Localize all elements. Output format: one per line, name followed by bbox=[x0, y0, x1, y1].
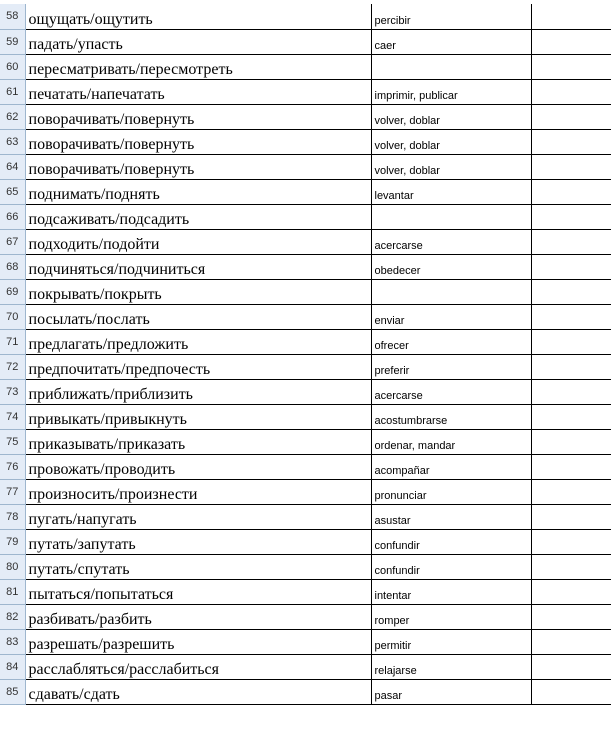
verb-cell[interactable]: путать/спутать bbox=[25, 554, 371, 579]
table-row bbox=[0, 554, 611, 579]
table-row bbox=[0, 404, 611, 429]
empty-cell[interactable] bbox=[531, 229, 611, 254]
table-row bbox=[0, 29, 611, 54]
row-header[interactable]: 81 bbox=[0, 579, 25, 604]
table-row bbox=[0, 529, 611, 554]
table-row bbox=[0, 629, 611, 654]
translation-cell[interactable]: percibir bbox=[371, 4, 531, 29]
table-row bbox=[0, 79, 611, 104]
row-header[interactable]: 64 bbox=[0, 154, 25, 179]
table-row bbox=[0, 354, 611, 379]
table-row bbox=[0, 229, 611, 254]
table-row bbox=[0, 454, 611, 479]
verb-cell[interactable]: предпочитать/предпочесть bbox=[25, 354, 371, 379]
translation-cell[interactable] bbox=[371, 54, 531, 79]
row-header[interactable]: 83 bbox=[0, 629, 25, 654]
verb-cell[interactable]: произносить/произнести bbox=[25, 479, 371, 504]
verb-cell[interactable]: сдавать/сдать bbox=[25, 679, 371, 704]
empty-cell[interactable] bbox=[531, 104, 611, 129]
verb-cell[interactable]: поворачивать/повернуть bbox=[25, 104, 371, 129]
empty-cell[interactable] bbox=[531, 329, 611, 354]
empty-cell[interactable] bbox=[531, 529, 611, 554]
table-row bbox=[0, 329, 611, 354]
translation-cell[interactable]: relajarse bbox=[371, 654, 531, 679]
empty-cell[interactable] bbox=[531, 204, 611, 229]
row-header[interactable]: 77 bbox=[0, 479, 25, 504]
translation-cell[interactable]: confundir bbox=[371, 554, 531, 579]
table-row bbox=[0, 504, 611, 529]
row-header[interactable]: 73 bbox=[0, 379, 25, 404]
verb-cell[interactable]: ощущать/ощутить bbox=[25, 4, 371, 29]
translation-cell[interactable]: confundir bbox=[371, 529, 531, 554]
row-header[interactable]: 67 bbox=[0, 229, 25, 254]
verb-cell[interactable]: поднимать/поднять bbox=[25, 179, 371, 204]
verb-cell[interactable]: подчиняться/подчиниться bbox=[25, 254, 371, 279]
table-row bbox=[0, 129, 611, 154]
verb-cell[interactable]: путать/запутать bbox=[25, 529, 371, 554]
row-header[interactable]: 62 bbox=[0, 104, 25, 129]
table-row bbox=[0, 654, 611, 679]
empty-cell[interactable] bbox=[531, 479, 611, 504]
translation-cell[interactable]: enviar bbox=[371, 304, 531, 329]
translation-cell[interactable]: imprimir, publicar bbox=[371, 79, 531, 104]
empty-cell[interactable] bbox=[531, 254, 611, 279]
verb-cell[interactable]: пытаться/попытаться bbox=[25, 579, 371, 604]
table-row bbox=[0, 304, 611, 329]
empty-cell[interactable] bbox=[531, 454, 611, 479]
table-row bbox=[0, 479, 611, 504]
translation-cell[interactable]: pronunciar bbox=[371, 479, 531, 504]
table-row bbox=[0, 279, 611, 304]
verb-cell[interactable]: приказывать/приказать bbox=[25, 429, 371, 454]
table-row bbox=[0, 179, 611, 204]
verb-cell[interactable]: приближать/приблизить bbox=[25, 379, 371, 404]
row-header[interactable]: 84 bbox=[0, 654, 25, 679]
empty-cell[interactable] bbox=[531, 354, 611, 379]
verb-cell[interactable]: предлагать/предложить bbox=[25, 329, 371, 354]
empty-cell[interactable] bbox=[531, 4, 611, 29]
translation-cell[interactable]: volver, doblar bbox=[371, 154, 531, 179]
table-row bbox=[0, 579, 611, 604]
verb-cell[interactable]: посылать/послать bbox=[25, 304, 371, 329]
verb-cell[interactable]: печатать/напечатать bbox=[25, 79, 371, 104]
row-header[interactable]: 59 bbox=[0, 29, 25, 54]
table-row bbox=[0, 4, 611, 29]
verb-cell[interactable]: покрывать/покрыть bbox=[25, 279, 371, 304]
empty-cell[interactable] bbox=[531, 579, 611, 604]
empty-cell[interactable] bbox=[531, 554, 611, 579]
verb-cell[interactable]: расслабляться/расслабиться bbox=[25, 654, 371, 679]
translation-cell[interactable]: romper bbox=[371, 604, 531, 629]
translation-cell[interactable]: levantar bbox=[371, 179, 531, 204]
verb-cell[interactable]: провожать/проводить bbox=[25, 454, 371, 479]
row-header[interactable]: 70 bbox=[0, 304, 25, 329]
verb-cell[interactable]: пересматривать/пересмотреть bbox=[25, 54, 371, 79]
row-header[interactable]: 65 bbox=[0, 179, 25, 204]
translation-cell[interactable]: ordenar, mandar bbox=[371, 429, 531, 454]
translation-cell[interactable]: ofrecer bbox=[371, 329, 531, 354]
empty-cell[interactable] bbox=[531, 179, 611, 204]
empty-cell[interactable] bbox=[531, 679, 611, 704]
row-header[interactable]: 82 bbox=[0, 604, 25, 629]
verb-cell[interactable]: поворачивать/повернуть bbox=[25, 154, 371, 179]
translation-cell[interactable]: intentar bbox=[371, 579, 531, 604]
verb-table bbox=[0, 4, 611, 705]
row-header[interactable]: 80 bbox=[0, 554, 25, 579]
table-row bbox=[0, 604, 611, 629]
verb-table-body bbox=[0, 4, 611, 704]
table-row bbox=[0, 104, 611, 129]
table-row bbox=[0, 154, 611, 179]
empty-cell[interactable] bbox=[531, 54, 611, 79]
empty-cell[interactable] bbox=[531, 304, 611, 329]
table-row bbox=[0, 679, 611, 704]
translation-cell[interactable]: asustar bbox=[371, 504, 531, 529]
row-header[interactable]: 63 bbox=[0, 129, 25, 154]
verb-cell[interactable]: пугать/напугать bbox=[25, 504, 371, 529]
verb-cell[interactable]: падать/упасть bbox=[25, 29, 371, 54]
translation-cell[interactable]: permitir bbox=[371, 629, 531, 654]
empty-cell[interactable] bbox=[531, 604, 611, 629]
row-header[interactable]: 85 bbox=[0, 679, 25, 704]
empty-cell[interactable] bbox=[531, 129, 611, 154]
translation-cell[interactable]: preferir bbox=[371, 354, 531, 379]
empty-cell[interactable] bbox=[531, 654, 611, 679]
table-row bbox=[0, 54, 611, 79]
translation-cell[interactable] bbox=[371, 204, 531, 229]
empty-cell[interactable] bbox=[531, 279, 611, 304]
empty-cell[interactable] bbox=[531, 629, 611, 654]
row-header[interactable]: 58 bbox=[0, 4, 25, 29]
translation-cell[interactable]: obedecer bbox=[371, 254, 531, 279]
row-header[interactable]: 75 bbox=[0, 429, 25, 454]
row-header[interactable]: 68 bbox=[0, 254, 25, 279]
translation-cell[interactable]: acercarse bbox=[371, 229, 531, 254]
row-header[interactable]: 69 bbox=[0, 279, 25, 304]
verb-cell[interactable]: подсаживать/подсадить bbox=[25, 204, 371, 229]
table-row bbox=[0, 379, 611, 404]
translation-cell[interactable] bbox=[371, 279, 531, 304]
empty-cell[interactable] bbox=[531, 504, 611, 529]
row-header[interactable]: 66 bbox=[0, 204, 25, 229]
verb-cell[interactable]: поворачивать/повернуть bbox=[25, 129, 371, 154]
row-header[interactable]: 72 bbox=[0, 354, 25, 379]
table-row bbox=[0, 204, 611, 229]
translation-cell[interactable]: acompañar bbox=[371, 454, 531, 479]
empty-cell[interactable] bbox=[531, 79, 611, 104]
translation-cell[interactable]: volver, doblar bbox=[371, 104, 531, 129]
table-row bbox=[0, 429, 611, 454]
row-header[interactable]: 71 bbox=[0, 329, 25, 354]
empty-cell[interactable] bbox=[531, 29, 611, 54]
empty-cell[interactable] bbox=[531, 404, 611, 429]
translation-cell[interactable]: caer bbox=[371, 29, 531, 54]
row-header[interactable]: 76 bbox=[0, 454, 25, 479]
empty-cell[interactable] bbox=[531, 379, 611, 404]
empty-cell[interactable] bbox=[531, 429, 611, 454]
translation-cell[interactable]: volver, doblar bbox=[371, 129, 531, 154]
row-header[interactable]: 78 bbox=[0, 504, 25, 529]
empty-cell[interactable] bbox=[531, 154, 611, 179]
row-header[interactable]: 61 bbox=[0, 79, 25, 104]
row-header[interactable]: 60 bbox=[0, 54, 25, 79]
verb-cell[interactable]: подходить/подойти bbox=[25, 229, 371, 254]
table-row bbox=[0, 254, 611, 279]
verb-cell[interactable]: привыкать/привыкнуть bbox=[25, 404, 371, 429]
verb-cell[interactable]: разбивать/разбить bbox=[25, 604, 371, 629]
verb-cell[interactable]: разрешать/разрешить bbox=[25, 629, 371, 654]
translation-cell[interactable]: acostumbrarse bbox=[371, 404, 531, 429]
row-header[interactable]: 79 bbox=[0, 529, 25, 554]
row-header[interactable]: 74 bbox=[0, 404, 25, 429]
translation-cell[interactable]: acercarse bbox=[371, 379, 531, 404]
translation-cell[interactable]: pasar bbox=[371, 679, 531, 704]
